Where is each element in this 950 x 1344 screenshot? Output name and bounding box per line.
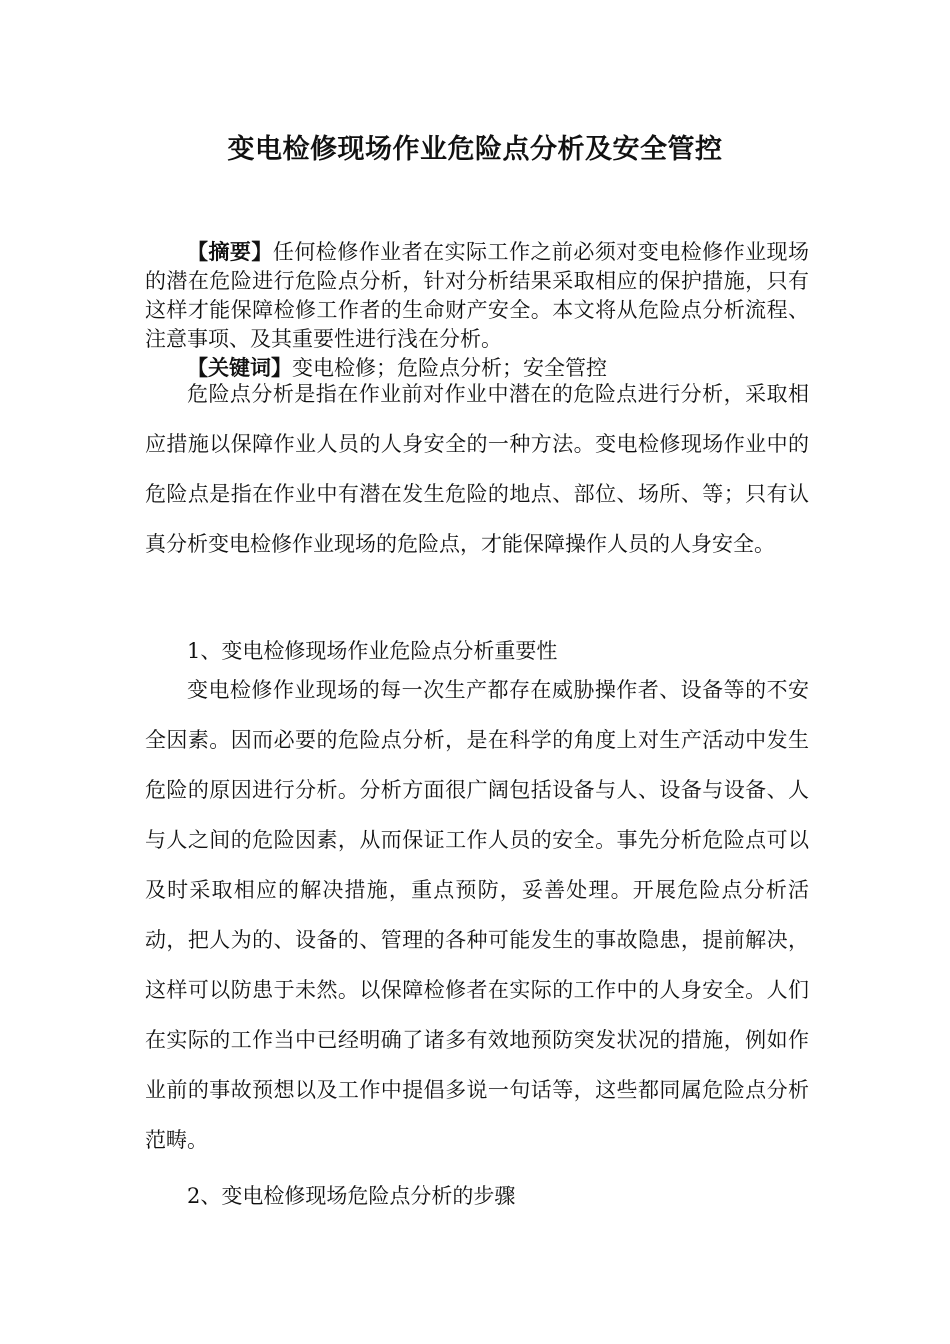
section1-body xyxy=(145,665,809,1165)
section2-heading: 2、变电检修现场危险点分析的步骤 xyxy=(187,1184,516,1208)
section1-heading: 1、变电检修现场作业危险点分析重要性 xyxy=(187,639,558,663)
intro-section xyxy=(145,369,809,569)
keywords-label: 【关键词】 xyxy=(187,356,292,380)
keywords-text: 变电检修；危险点分析；安全管控 xyxy=(292,356,607,380)
intro-paragraph: 危险点分析是指在作业前对作业中潜在的危险点进行分析，采取相应措施以保障作业人员的人身安全的一种方法。变电检修现场作业中的危险点是指在作业中有潜在发生危险的地点、部位、场所、等；只有认真分析变电检修作业现场的危险点，才能保障操作人员的人身安全。 xyxy=(145,382,809,556)
abstract-label: 【摘要】 xyxy=(187,240,273,264)
document-title: 变电检修现场作业危险点分析及安全管控 xyxy=(227,134,723,165)
abstract-text: 任何检修作业者在实际工作之前必须对变电检修作业现场的潜在危险进行危险点分析，针对分析结果采取相应的保护措施，只有这样才能保障检修工作者的生命财产安全。本文将从危险点分析流程、注意事项、及其重要性进行浅在分析。 xyxy=(145,240,809,351)
abstract-paragraph xyxy=(145,238,809,354)
abstract-section xyxy=(145,238,809,383)
section1-paragraph: 变电检修作业现场的每一次生产都存在威胁操作者、设备等的不安全因素。因而必要的危险点分析，是在科学的角度上对生产活动中发生危险的原因进行分析。分析方面很广阔包括设备与人、设备与设备、人与人之间的危险因素，从而保证工作人员的安全。事先分析危险点可以及时采取相应的解决措施，重点预防，妥善处理。开展危险点分析活动，把人为的、设备的、管理的各种可能发生的事故隐患，提前解决，这样可以防患于未然。以保障检修者在实际的工作中的人身安全。人们在实际的工作当中已经明确了诸多有效地预防突发状况的措施，例如作业前的事故预想以及工作中提倡多说一句话等，这些都同属危险点分析范畴。 xyxy=(145,678,809,1152)
